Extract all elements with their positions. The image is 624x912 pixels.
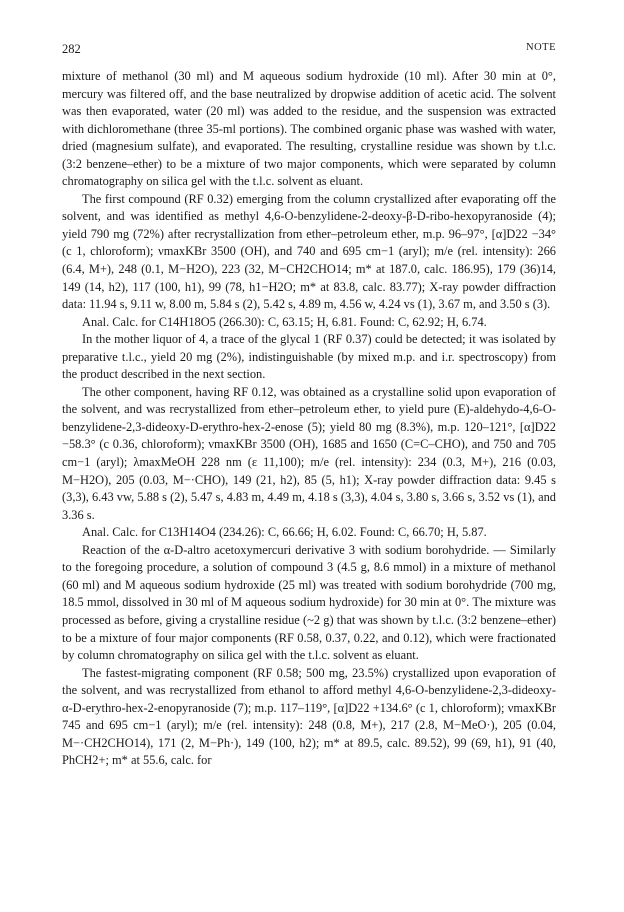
paragraph: Anal. Calc. for C13H14O4 (234.26): C, 66.66; H, 6.02. Found: C, 66.70; H, 5.87. xyxy=(82,525,487,540)
paragraph: Anal. Calc. for C14H18O5 (266.30): C, 63.15; H, 6.81. Found: C, 62.92; H, 6.74. xyxy=(82,314,487,329)
page-number: 282 xyxy=(62,42,81,56)
paragraph: Reaction of the α-D-altro acetoxymercuri derivative 3 with sodium borohydride. — Similarly to the foregoing procedure, a solution of compound 3 (4.5 g, 8.6 mmol) in a mixture of methanol (60 ml) and M aqueous sodium hydroxide (25 ml) was treated with sodium borohydride (700 mg, 18.5 mmol, dissolved in 30 ml of M aqueous sodium hydroxide) for 30 min at 0°. The mixture was processed as before, giving a crystalline residue (~2 g) that was shown by t.l.c. (3:2 benzene–ether) to be a mixture of four major components (RF 0.58, 0.37, 0.22, and 0.12), which were fractionated by column chromatography on silica gel with the t.l.c. solvent as eluant. xyxy=(62,542,556,663)
section-label: NOTE xyxy=(526,42,556,53)
paragraph: In the mother liquor of 4, a trace of the glycal 1 (RF 0.37) could be detected; it was isolated by preparative t.l.c., yield 20 mg (2%), indistinguishable (by mixed m.p. and i.r. spectroscopy) from the product described in the next section. xyxy=(62,332,556,382)
paragraph: The first compound (RF 0.32) emerging from the column crystallized after evaporating off the solvent, and was identified as methyl 4,6-O-benzylidene-2-deoxy-β-D-ribo-hexopyranoside (4); yield 790 mg (72%) after recrystallization from ether–petroleum ether, m.p. 96–97°, [α]D22 −34° (c 1, chloroform); νmaxKBr 3500 (OH), and 740 and 695 cm−1 (aryl); m/e (rel. intensity): 266 (6.4, M+), 248 (0.1, M−H2O), 223 (32, M−CH2CHO14; m* at 187.0, calc. 186.95), 179 (36)14, 149 (14, h2), 117 (100, h1), 99 (78, h1−H2O; m* at 83.8, calc. 83.77); X-ray powder diffraction data: 11.94 s, 9.11 w, 8.00 m, 5.84 s (2), 5.42 s, 4.89 m, 4.56 w, 4.24 vs (1), 3.67 m, and 3.50 s (3). xyxy=(62,191,556,312)
paragraph: The fastest-migrating component (RF 0.58; 500 mg, 23.5%) crystallized upon evaporation of the solvent, and was recrystallized from ethanol to afford methyl 4,6-O-benzylidene-2,3-dideoxy-α-D-erythro-hex-2-enopyranoside (7); m.p. 117–119°, [α]D22 +134.6° (c 1, chloroform); νmaxKBr 745 and 695 cm−1 (aryl); m/e (rel. intensity): 248 (0.8, M+), 217 (2.8, M−MeO·), 205 (0.04, M−·CH2CHO14), 171 (2, M−Ph·), 149 (100, h2); m* at 89.5, calc. 89.52), 99 (69, h1), 91 (40, PhCH2+; m* at 55.6, calc. for xyxy=(62,665,556,768)
paragraph: mixture of methanol (30 ml) and M aqueous sodium hydroxide (10 ml). After 30 min at 0°, mercury was filtered off, and the base neutralized by dropwise addition of acetic acid. The solvent was then evaporated, water (20 ml) was added to the residue, and the suspension was extracted with dichloromethane (three 35-ml portions). The combined organic phase was washed with water, dried (magnesium sulfate), and evaporated. The resulting, crystalline residue was shown by t.l.c. (3:2 benzene–ether) to be a mixture of two major components, which were separated by column chromatography on silica gel with the t.l.c. solvent as eluant. xyxy=(62,69,556,189)
page-header xyxy=(62,42,556,58)
paragraph: The other component, having RF 0.12, was obtained as a crystalline solid upon evaporation of the solvent, and was recrystallized from ether–petroleum ether, to yield pure (E)-aldehydo-4,6-O-benzylidene-2,3-dideoxy-D-erythro-hex-2-enose (5); yield 80 mg (8.3%), m.p. 120–121°, [α]D22 −58.3° (c 0.36, chloroform); νmaxKBr 3500 (OH), 1685 and 1650 (C=C–CHO), and 750 and 705 cm−1 (aryl); λmaxMeOH 228 nm (ε 11,100); m/e (rel. intensity): 234 (0.3, M+), 216 (0.03, M−H2O), 205 (0.03, M−·CHO), 149 (21, h2), 85 (5, h1); X-ray powder diffraction data: 9.45 s (3,3), 6.43 vw, 5.88 s (2), 5.47 s, 4.83 m, 4.49 m, 4.18 s (3,3), 4.04 s, 3.80 s, 3.66 s, 3.52 vs (1), and 3.36 s. xyxy=(62,384,556,522)
article-body xyxy=(62,68,556,770)
